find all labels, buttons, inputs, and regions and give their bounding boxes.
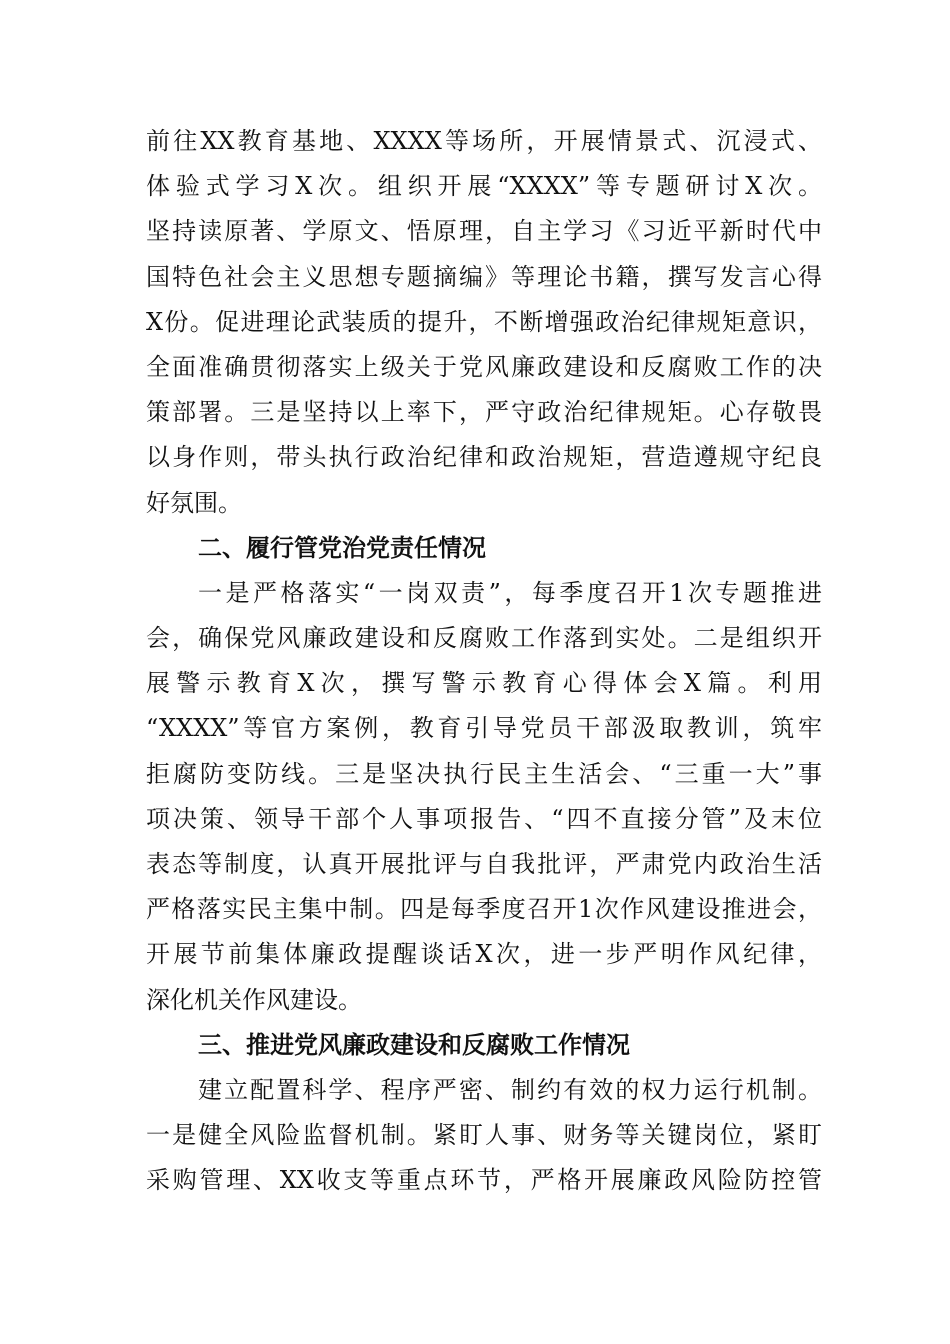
text-line: 前往XX教育基地、XXXX等场所，开展情景式、沉浸式、	[146, 127, 822, 155]
text-line: 全面准确贯彻落实上级关于党风廉政建设和反腐败工作的决	[146, 352, 822, 381]
document-body	[146, 119, 822, 1204]
text-line: 深化机关作风建设。	[146, 985, 362, 1014]
section-heading-2: 二、履行管党治党责任情况	[198, 533, 486, 562]
text-line: X份。促进理论武装质的提升，不断增强政治纪律规矩意识，	[146, 307, 822, 336]
text-line: 一是严格落实“一岗双责”，每季度召开1次专题推进	[198, 578, 822, 607]
paragraph-study-activities	[146, 119, 822, 526]
text-line: 会，确保党风廉政建设和反腐败工作落到实处。二是组织开	[146, 624, 822, 653]
text-line: 建立配置科学、程序严密、制约有效的权力运行机制。	[198, 1075, 822, 1104]
paragraph-party-responsibility	[146, 571, 822, 1023]
text-line: “XXXX”等官方案例，教育引导党员干部汲取教训，筑牢	[146, 714, 822, 743]
text-line: 好氛围。	[146, 488, 242, 517]
text-line: 严格落实民主集中制。四是每季度召开1次作风建设推进会，	[146, 895, 822, 924]
text-line: 采购管理、XX收支等重点环节，严格开展廉政风险防控管	[146, 1166, 822, 1195]
text-line: 以身作则，带头执行政治纪律和政治规矩，营造遵规守纪良	[146, 443, 822, 472]
section-heading-3: 三、推进党风廉政建设和反腐败工作情况	[198, 1030, 630, 1059]
text-line: 坚持读原著、学原文、悟原理，自主学习《习近平新时代中	[146, 217, 822, 246]
text-line: 策部署。三是坚持以上率下，严守政治纪律规矩。心存敬畏	[146, 398, 822, 427]
text-line: 国特色社会主义思想专题摘编》等理论书籍，撰写发言心得	[146, 262, 822, 291]
text-line: 展警示教育X次，撰写警示教育心得体会X篇。利用	[146, 669, 822, 698]
text-line: 体验式学习X次。组织开展“XXXX”等专题研讨X次。	[146, 172, 822, 201]
text-line: 项决策、领导干部个人事项报告、“四不直接分管”及末位	[146, 804, 822, 833]
paragraph-power-mechanism	[146, 1068, 822, 1204]
text-line: 一是健全风险监督机制。紧盯人事、财务等关键岗位，紧盯	[146, 1121, 822, 1150]
text-line: 拒腐防变防线。三是坚决执行民主生活会、“三重一大”事	[146, 759, 822, 788]
text-line: 表态等制度，认真开展批评与自我批评，严肃党内政治生活	[146, 850, 822, 878]
text-line: 开展节前集体廉政提醒谈话X次，进一步严明作风纪律，	[146, 940, 822, 969]
